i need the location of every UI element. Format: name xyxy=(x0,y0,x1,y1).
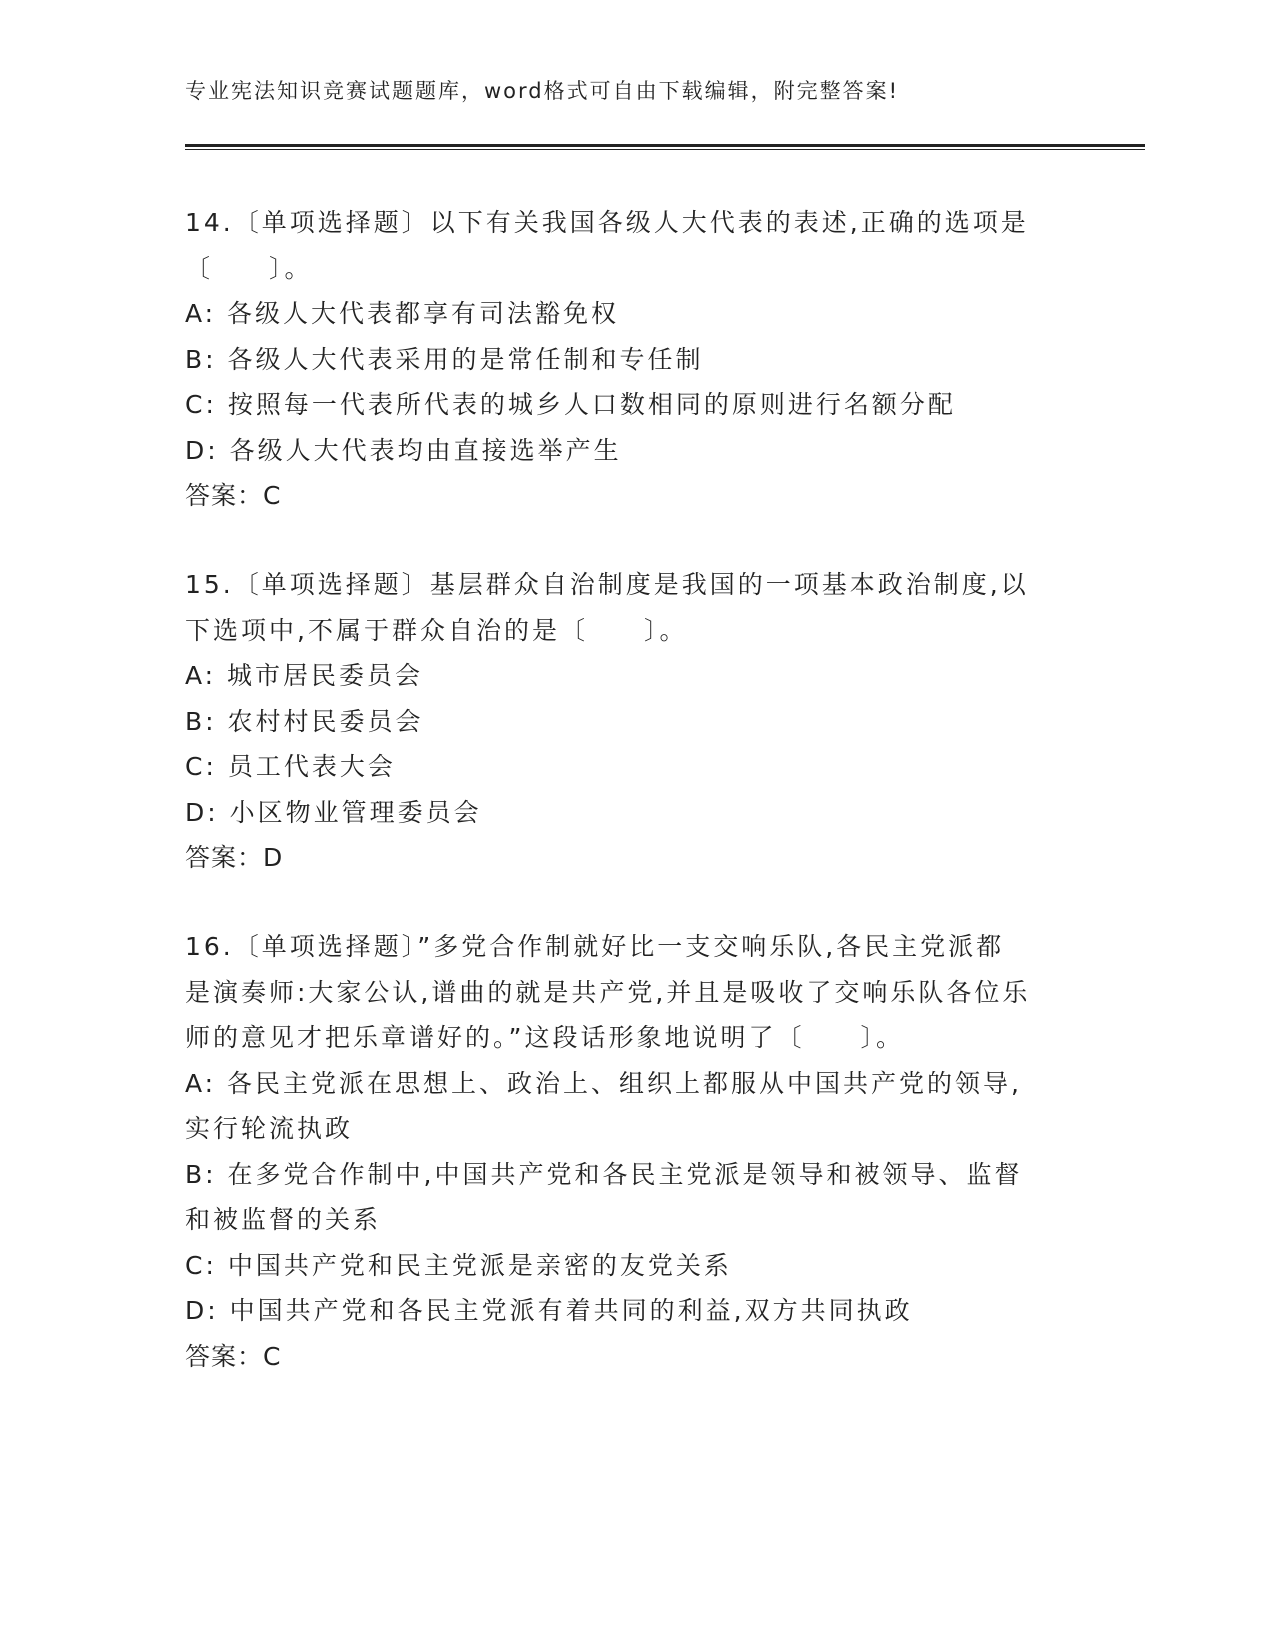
option-a-continued: 实行轮流执政 xyxy=(185,1114,354,1143)
question-text-line: 〔 〕。 xyxy=(185,253,313,283)
answer: 答案：C xyxy=(185,1341,282,1371)
option-d: D: 小区物业管理委员会 xyxy=(185,797,482,827)
option-b-continued: 和被监督的关系 xyxy=(185,1205,382,1234)
option-c: C: 员工代表大会 xyxy=(185,752,396,781)
question-15 xyxy=(185,562,1075,881)
question-16 xyxy=(185,924,1075,1379)
question-text-line: 14.〔单项选择题〕以下有关我国各级人大代表的表述,正确的选项是 xyxy=(185,208,1029,237)
option-a: A: 各民主党派在思想上、政治上、组织上都服从中国共产党的领导, xyxy=(185,1068,1022,1098)
option-b: B: 农村村民委员会 xyxy=(185,706,424,736)
option-c: C: 按照每一代表所代表的城乡人口数相同的原则进行名额分配 xyxy=(185,390,956,419)
option-d: D: 各级人大代表均由直接选举产生 xyxy=(185,435,622,465)
question-text-line: 是演奏师:大家公认,谱曲的就是共产党,并且是吸收了交响乐队各位乐 xyxy=(185,977,1031,1007)
option-a: A: 各级人大代表都享有司法豁免权 xyxy=(185,299,620,328)
header-divider xyxy=(185,144,1145,150)
option-b: B: 各级人大代表采用的是常任制和专任制 xyxy=(185,344,704,374)
page-header: 专业宪法知识竞赛试题题库，word格式可自由下载编辑，附完整答案! xyxy=(185,79,900,103)
question-text-line: 下选项中,不属于群众自治的是〔 〕。 xyxy=(185,615,688,645)
option-b: B: 在多党合作制中,中国共产党和各民主党派是领导和被领导、监督 xyxy=(185,1159,1023,1189)
question-14 xyxy=(185,200,1075,519)
option-a: A: 城市居民委员会 xyxy=(185,661,424,690)
answer: 答案：C xyxy=(185,481,282,510)
question-text-line: 16.〔单项选择题〕”多党合作制就好比一支交响乐队,各民主党派都 xyxy=(185,932,1005,961)
option-d: D: 中国共产党和各民主党派有着共同的利益,双方共同执政 xyxy=(185,1296,913,1325)
option-c: C: 中国共产党和民主党派是亲密的友党关系 xyxy=(185,1250,732,1280)
answer: 答案：D xyxy=(185,843,284,872)
question-text-line: 15.〔单项选择题〕基层群众自治制度是我国的一项基本政治制度,以 xyxy=(185,570,1029,599)
question-text-line: 师的意见才把乐章谱好的。”这段话形象地说明了〔 〕。 xyxy=(185,1023,904,1052)
